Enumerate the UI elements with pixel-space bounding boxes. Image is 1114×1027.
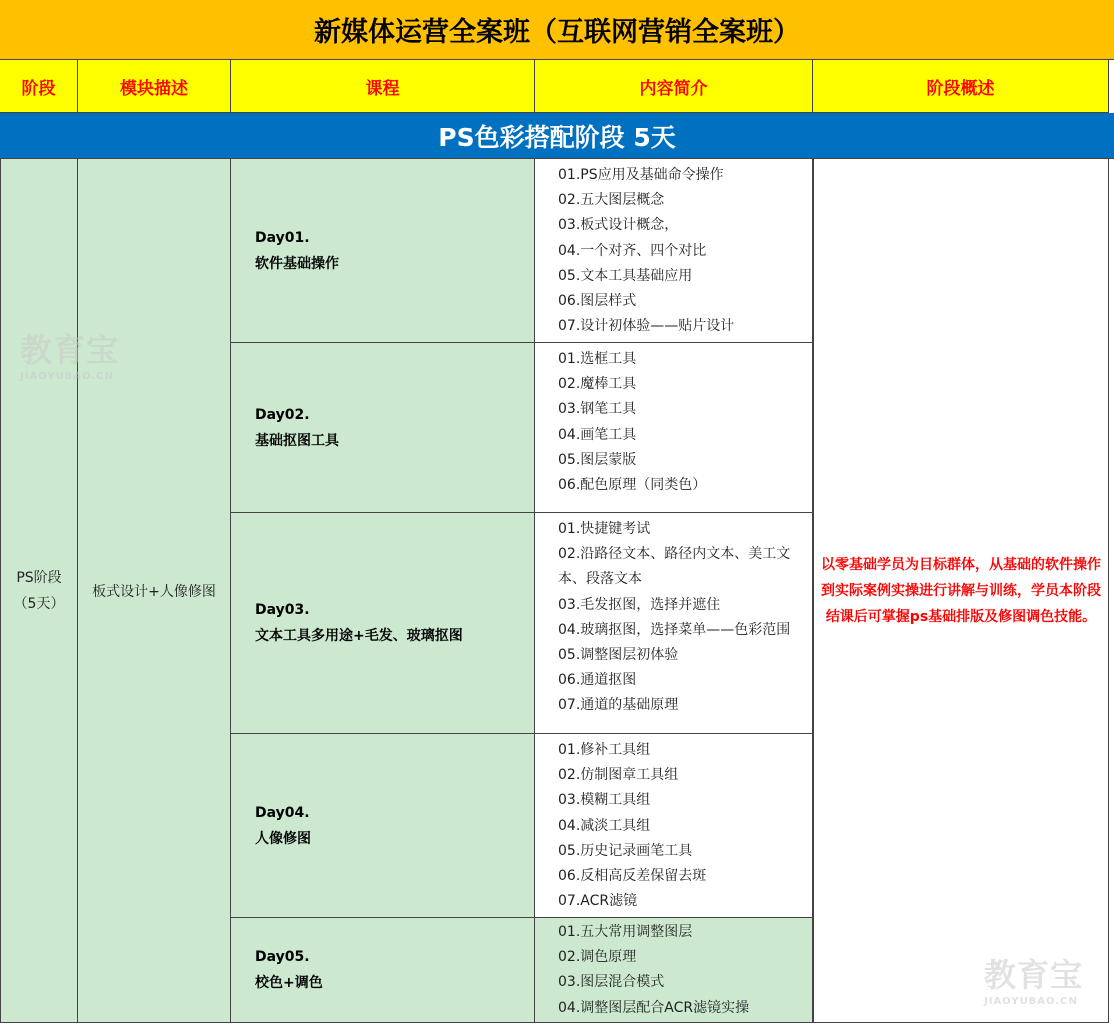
content-item: 05.文本工具基础应用	[558, 267, 693, 284]
content-item: 03.钢笔工具	[558, 401, 637, 418]
day-name: 文本工具多用途+毛发、玻璃抠图	[255, 628, 463, 644]
stage-title-bar: PS色彩搭配阶段 5天	[0, 113, 1114, 159]
content-item: 01.五大常用调整图层	[558, 924, 693, 940]
course-day04	[231, 734, 535, 918]
content-item: 02.魔棒工具	[558, 376, 637, 393]
header-module: 模块描述	[78, 60, 231, 113]
content-day02	[535, 343, 813, 513]
phase-duration: （5天）	[13, 595, 65, 612]
content-item: 01.PS应用及基础命令操作	[558, 167, 724, 183]
course-day02	[231, 343, 535, 513]
page-title: 新媒体运营全案班（互联网营销全案班）	[0, 0, 1114, 60]
phase-name: PS阶段	[16, 569, 62, 586]
content-day04	[535, 734, 813, 918]
day-name: 校色+调色	[255, 975, 323, 991]
header-content: 内容简介	[535, 60, 813, 113]
content-item: 04.玻璃抠图，选择菜单——色彩范围	[558, 621, 791, 638]
stage-overview	[813, 159, 1109, 1023]
course-day03	[231, 513, 535, 734]
day-name: 人像修图	[255, 830, 311, 847]
content-day05	[535, 918, 813, 1023]
content-day01	[535, 159, 813, 343]
day-label: Day01.	[255, 229, 310, 246]
day-name: 基础抠图工具	[255, 432, 339, 449]
content-item: 07.设计初体验——贴片设计	[558, 318, 735, 335]
course-day05	[231, 918, 535, 1023]
day-label: Day05.	[255, 949, 310, 965]
content-item: 03.图层混合模式	[558, 974, 665, 991]
content-day03	[535, 513, 813, 734]
content-item: 06.反相高反差保留去斑	[558, 867, 707, 884]
day-label: Day04.	[255, 804, 310, 821]
watermark-brand: 教育宝	[20, 331, 120, 369]
header-course: 课程	[231, 60, 535, 113]
content-item: 07.ACR滤镜	[558, 893, 638, 910]
content-item: 04.画笔工具	[558, 426, 637, 443]
content-item: 04.减淡工具组	[558, 817, 651, 834]
content-item: 02.调色原理	[558, 949, 637, 966]
content-item: 05.调整图层初体验	[558, 646, 679, 663]
content-item: 01.修补工具组	[558, 742, 651, 758]
watermark-brand: 教育宝	[984, 956, 1084, 994]
content-item: 02.沿路径文本、路径内文本、美工文本、段落文本	[558, 546, 791, 588]
header-overview: 阶段概述	[813, 60, 1109, 113]
content-item: 04.调整图层配合ACR滤镜实操	[558, 999, 750, 1016]
watermark-domain: JIAOYUBAO.CN	[20, 371, 114, 382]
day-label: Day02.	[255, 406, 310, 423]
content-item: 05.图层蒙版	[558, 451, 637, 468]
content-item: 01.快捷键考试	[558, 521, 651, 537]
content-item: 01.选框工具	[558, 351, 637, 367]
content-item: 07.通道的基础原理	[558, 697, 679, 714]
overview-text: 以零基础学员为目标群体，从基础的软件操作到实际案例实操进行讲解与训练，学员本阶段结课后可掌握ps基础排版及修图调色技能。	[821, 556, 1101, 625]
watermark-logo	[20, 325, 140, 382]
header-stage: 阶段	[0, 60, 78, 113]
course-day01	[231, 159, 535, 343]
day-label: Day03.	[255, 602, 310, 618]
content-item: 03.板式设计概念，	[558, 217, 679, 234]
day-name: 软件基础操作	[255, 255, 339, 272]
content-item: 05.历史记录画笔工具	[558, 842, 693, 859]
phase-cell	[0, 159, 78, 1023]
content-item: 06.通道抠图	[558, 672, 637, 689]
content-item: 03.毛发抠图，选择并遮住	[558, 596, 721, 613]
watermark-logo	[984, 950, 1109, 1007]
content-item: 06.图层样式	[558, 292, 637, 309]
watermark-domain: JIAOYUBAO.CN	[984, 996, 1078, 1007]
content-item: 02.五大图层概念	[558, 192, 665, 209]
content-item: 03.模糊工具组	[558, 792, 651, 809]
content-item: 06.配色原理（同类色）	[558, 476, 707, 493]
module-cell: 板式设计+人像修图	[78, 159, 231, 1023]
content-item: 02.仿制图章工具组	[558, 767, 679, 784]
content-item: 04.一个对齐、四个对比	[558, 242, 707, 259]
